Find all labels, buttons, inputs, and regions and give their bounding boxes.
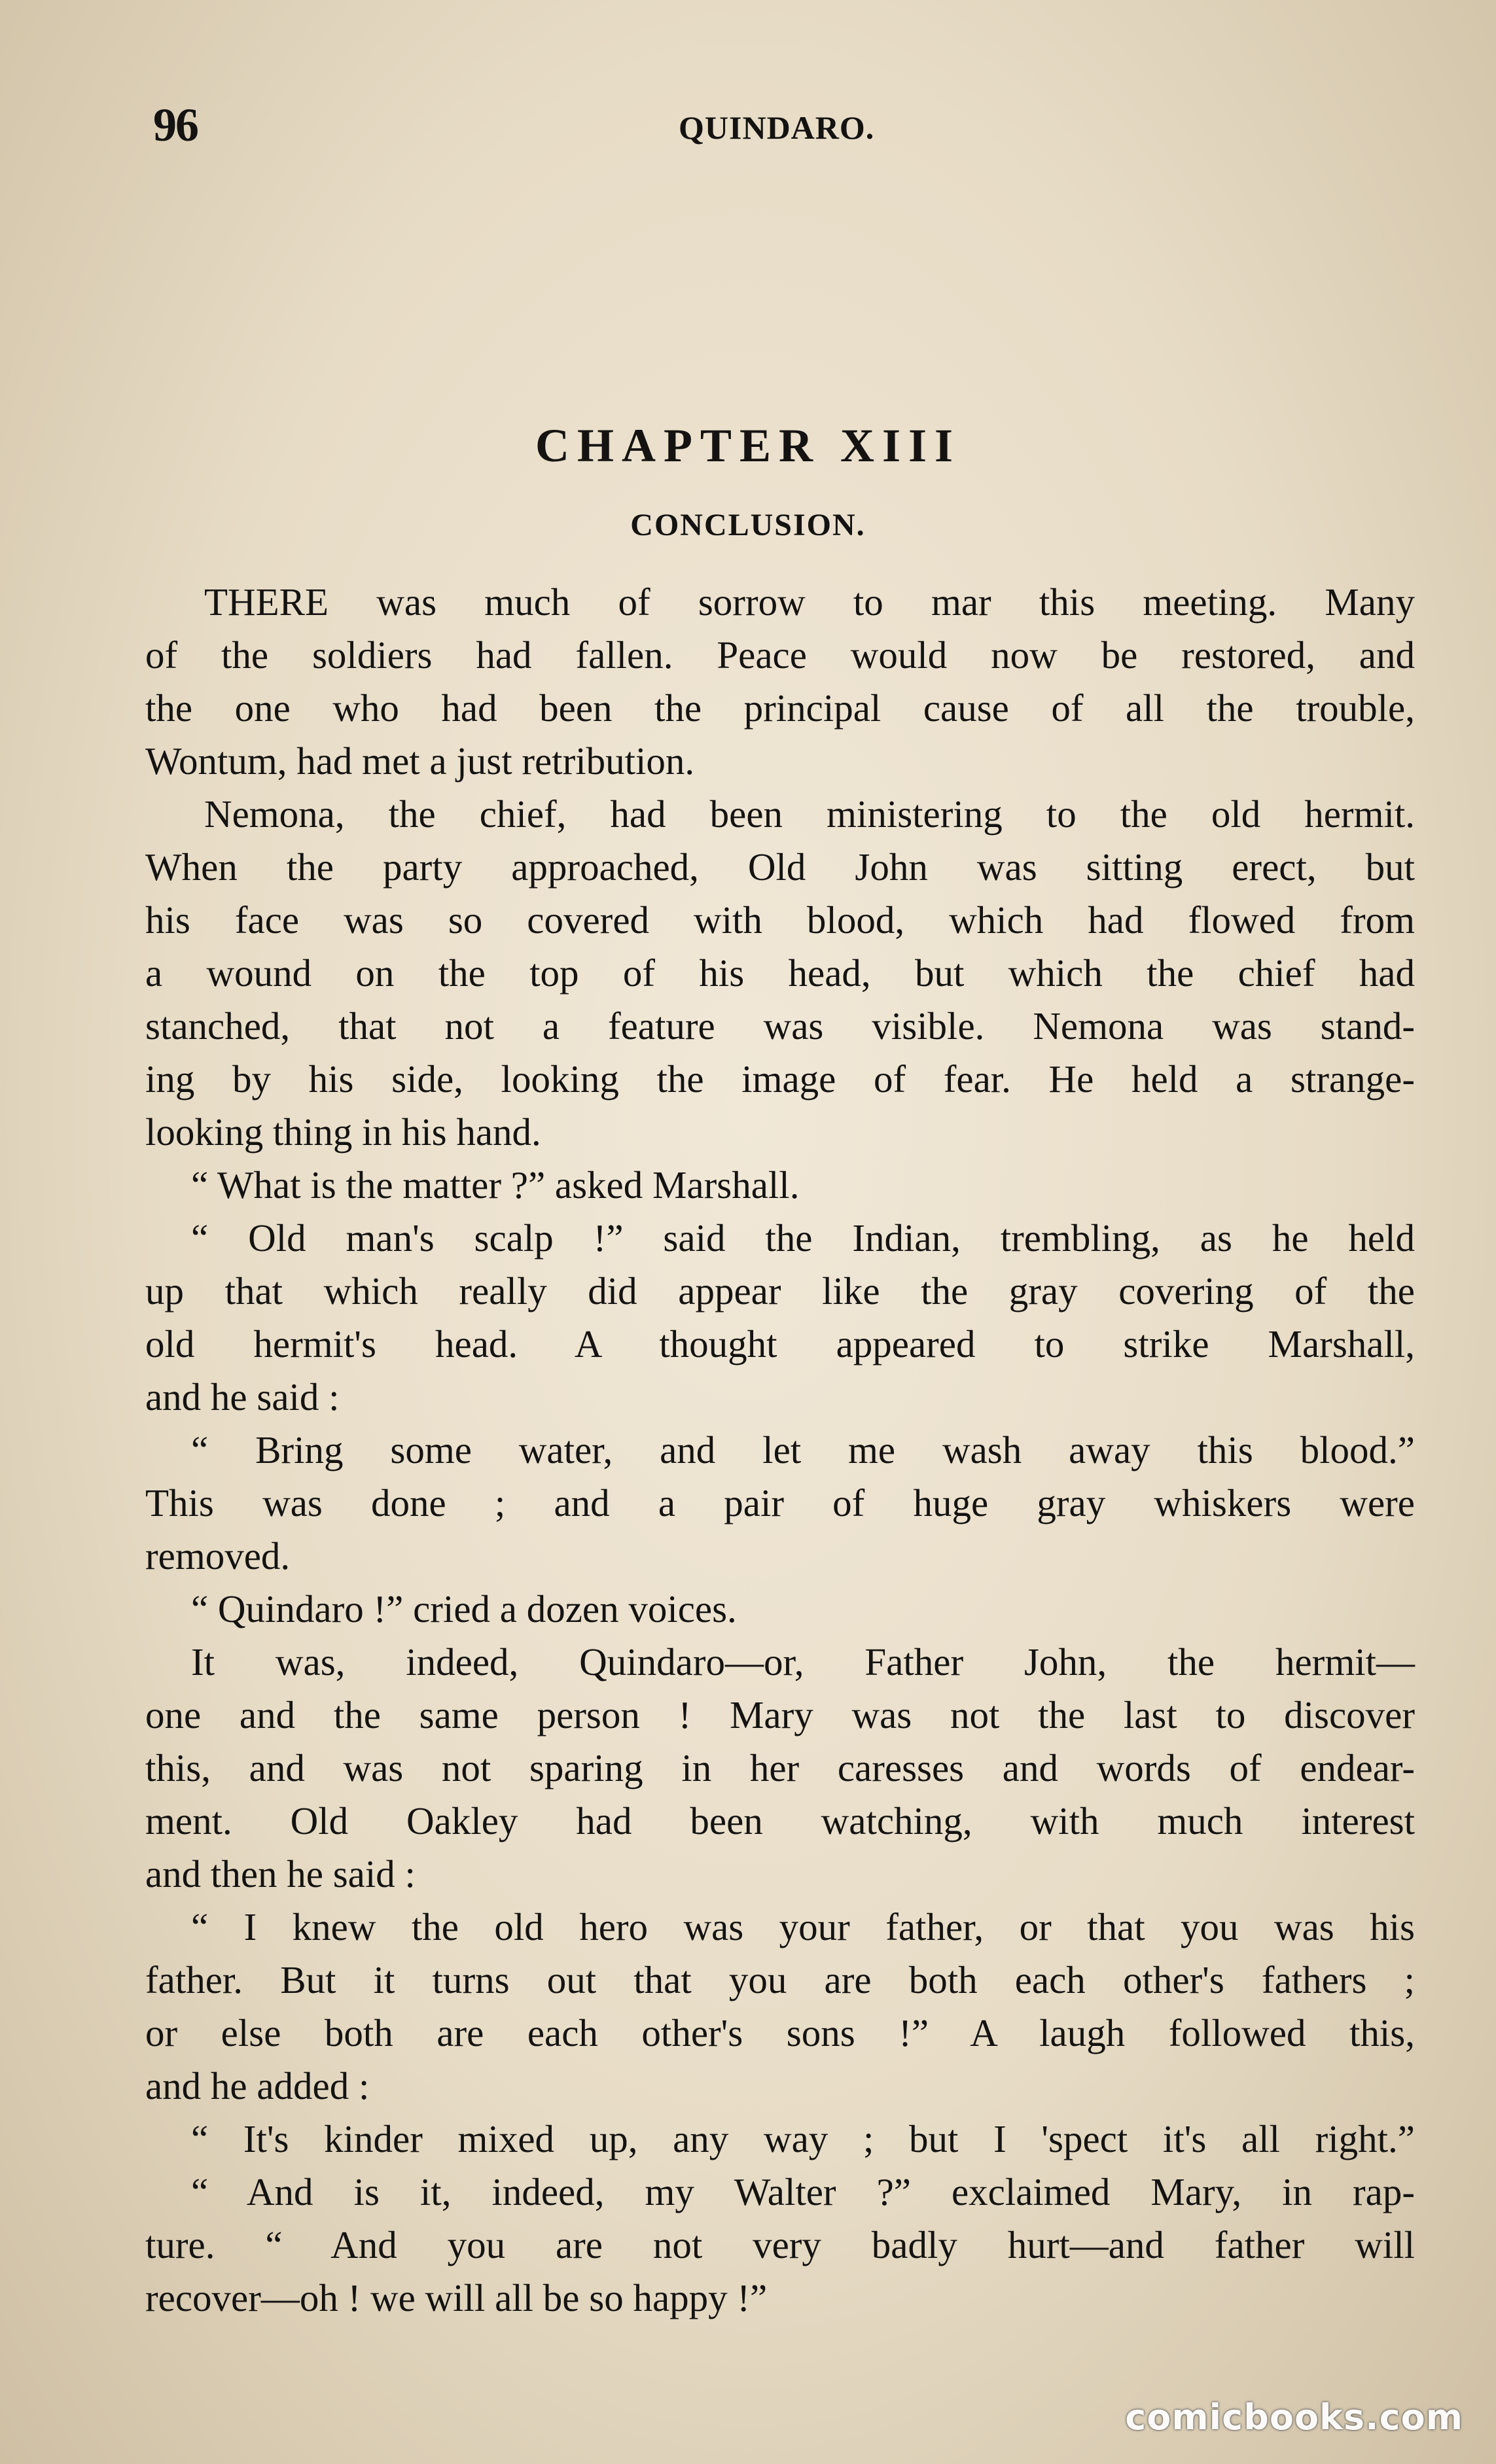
text-line: and he added : (145, 2064, 370, 2107)
text-line: This was done ; and a pair of huge gray whiskers were (145, 1481, 1415, 1524)
text-line: ment. Old Oakley had been watching, with much interest (145, 1799, 1415, 1842)
text-line: a wound on the top of his head, but which the chief had (145, 951, 1415, 994)
text-line: and he said : (145, 1375, 340, 1418)
text-line: “ I knew the old hero was your father, or that you was his (191, 1905, 1415, 1948)
body-text (145, 576, 1415, 2325)
text-line: looking thing in his hand. (145, 1110, 541, 1153)
text-line: father. But it turns out that you are both each other's fathers ; (145, 1958, 1415, 2001)
text-line: this, and was not sparing in her caresses and words of endear- (145, 1746, 1415, 1789)
text-line: one and the same person ! Mary was not the last to discover (145, 1693, 1415, 1736)
text-line: ture. “ And you are not very badly hurt—and father will (145, 2223, 1415, 2266)
watermark: comicbooks.com (1125, 2397, 1463, 2438)
text-line: old hermit's head. A thought appeared to strike Marshall, (145, 1322, 1415, 1365)
chapter-title: CHAPTER XIII (535, 419, 961, 472)
text-line: the one who had been the principal cause of all the trouble, (145, 686, 1415, 730)
text-line: of the soldiers had fallen. Peace would now be restored, and (145, 633, 1415, 677)
text-line: and then he said : (145, 1852, 416, 1895)
text-line: “ Bring some water, and let me wash away this blood.” (191, 1428, 1415, 1471)
text-line: It was, indeed, Quindaro—or, Father John, the hermit— (191, 1640, 1415, 1683)
text-line: stanched, that not a feature was visible. Nemona was stand- (145, 1004, 1415, 1047)
text-line: removed. (145, 1534, 291, 1577)
book-title: QUINDARO. (679, 109, 875, 146)
text-line: ing by his side, looking the image of fear. He held a strange- (145, 1057, 1415, 1100)
text-line: “ What is the matter ?” asked Marshall. (191, 1163, 800, 1206)
text-line: THERE was much of sorrow to mar this meeting. Many (204, 580, 1415, 624)
text-line: or else both are each other's sons !” A laugh followed this, (145, 2011, 1415, 2054)
chapter-subtitle: CONCLUSION. (630, 508, 866, 542)
text-line: “ Old man's scalp !” said the Indian, trembling, as he held (191, 1216, 1415, 1259)
running-head (144, 98, 1387, 157)
text-line: Wontum, had met a just retribution. (145, 739, 695, 783)
text-line: “ Quindaro !” cried a dozen voices. (191, 1587, 737, 1630)
text-line: recover—oh ! we will all be so happy !” (145, 2276, 768, 2319)
text-line: “ It's kinder mixed up, any way ; but I 'spect it's all right.” (191, 2117, 1415, 2160)
text-line: “ And is it, indeed, my Walter ?” exclaimed Mary, in rap- (191, 2170, 1415, 2213)
text-line: When the party approached, Old John was sitting erect, but (145, 845, 1415, 889)
text-line: up that which really did appear like the gray covering of the (145, 1269, 1415, 1312)
text-line: his face was so covered with blood, which had flowed from (145, 898, 1415, 942)
text-line: Nemona, the chief, had been ministering to the old hermit. (204, 792, 1415, 836)
page-number: 96 (153, 99, 198, 151)
